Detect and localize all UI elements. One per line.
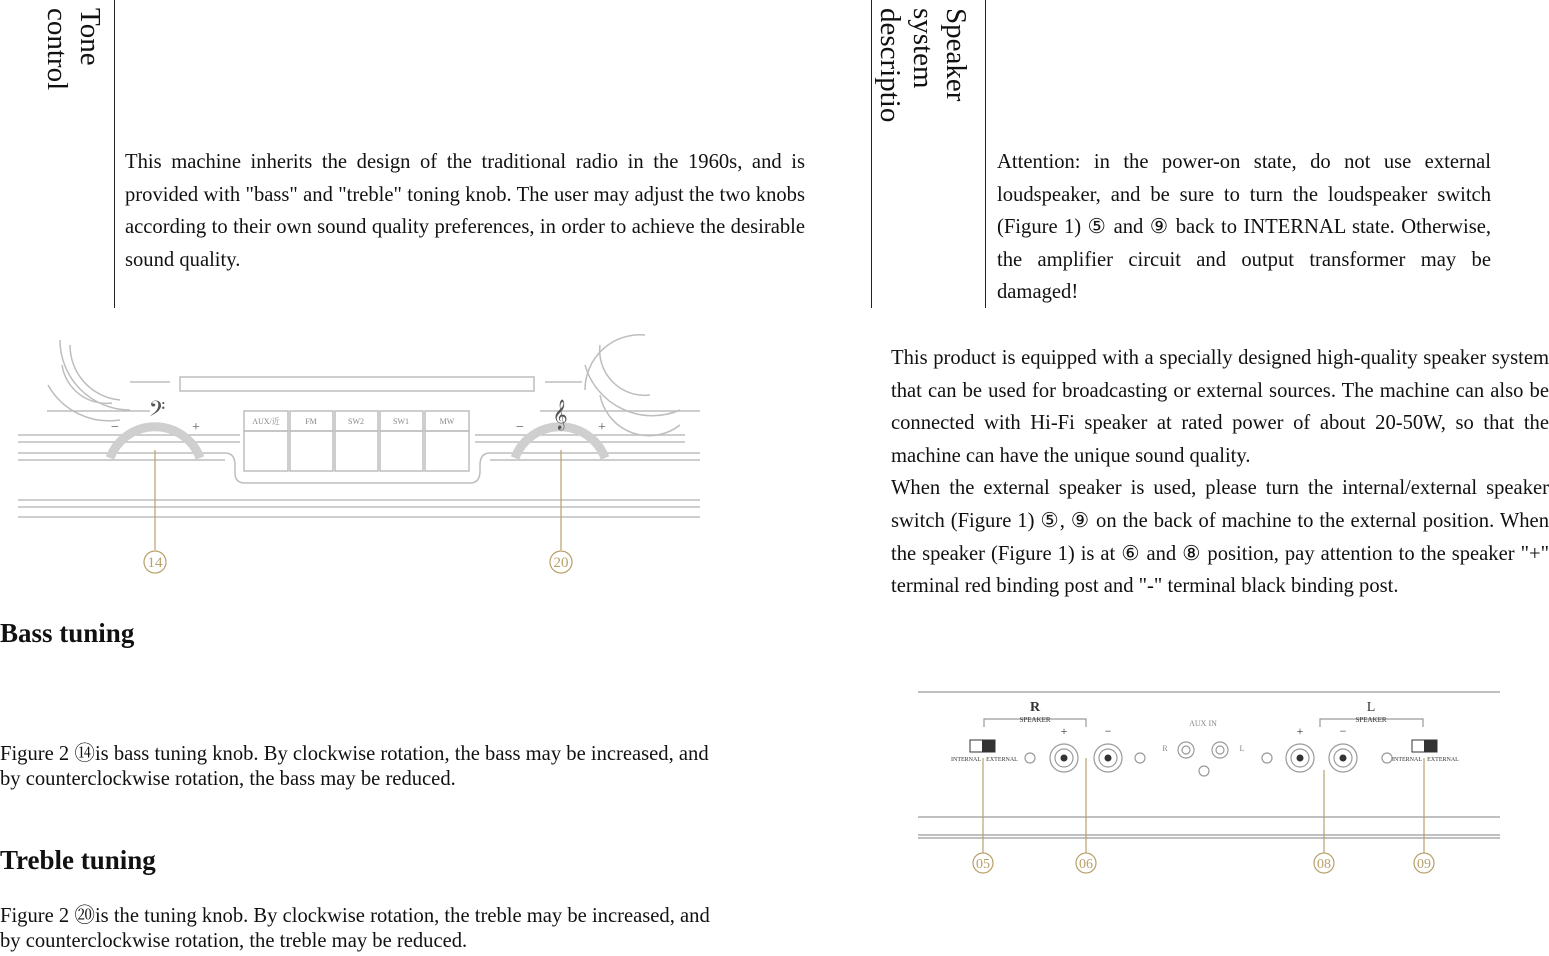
treble-clef-icon: 𝄞 — [552, 400, 568, 429]
treble-tuning-line-2: by counterclockwise rotation, the treble may be reduced. — [0, 930, 468, 952]
callout-08: 08 — [1317, 857, 1331, 872]
figure-1-rear-panel — [910, 685, 1510, 885]
figure-2-front-panel — [0, 325, 720, 590]
treble-tuning-heading: Treble tuning — [0, 845, 156, 875]
callout-14: 14 — [147, 555, 163, 571]
band-button-mw: MW — [439, 417, 455, 426]
tone-control-divider — [114, 0, 115, 308]
callout-05: 05 — [976, 857, 990, 872]
treble-minus-sign: − — [516, 420, 524, 435]
speaker-system-title: Speaker system descriptio — [874, 8, 972, 123]
treble-tuning-line-1: Figure 2 ⑳is the tuning knob. By clockwise rotation, the treble may be increased, and — [0, 905, 710, 927]
speaker-paragraph-1: This product is equipped with a specially designed high-quality speaker system that can be used for broadcasting or external sources. The machine can also be connected with Hi-Fi speaker at rated power of about 20-50W, so that the machine can have the unique sound quality. — [891, 347, 1549, 467]
external-label-left: EXTERNAL — [1427, 757, 1459, 763]
internal-label-right: INTERNAL — [951, 757, 981, 763]
speaker-paragraph-2: When the external speaker is used, please turn the internal/external speaker switch (Figure 1) ⑤, ⑨ on the back of machine to the external position. When the speaker (Figure 1) is at ⑥ and ⑧ position, pay attention to the speaker "+" terminal red binding post and "-" terminal black binding post. — [891, 477, 1549, 598]
callout-20: 20 — [553, 555, 569, 571]
speaker-description — [891, 342, 1549, 603]
internal-label-left: INTERNAL — [1392, 757, 1422, 763]
speaker-attention-paragraph: Attention: in the power-on state, do not use external loudspeaker, and be sure to turn the loudspeaker switch (Figure 1) ⑤ and ⑨ back to INTERNAL state. Otherwise, the amplifier circuit and output transformer may be damaged! — [997, 151, 1491, 304]
speaker-label-right: SPEAKER — [1019, 716, 1051, 724]
tone-control-title: Tone control — [41, 8, 106, 91]
bass-tuning-line-1: Figure 2 ⑭is bass tuning knob. By clockwise rotation, the bass may be increased, and — [0, 743, 709, 765]
treble-plus-sign: + — [598, 420, 606, 435]
band-button-fm: FM — [305, 417, 317, 426]
left-channel-label: L — [1366, 700, 1376, 715]
right-channel-label: R — [1029, 700, 1041, 715]
bass-tuning-heading: Bass tuning — [0, 618, 135, 648]
tone-control-paragraph: This machine inherits the design of the traditional radio in the 1960s, and is provided with "bass" and "treble" toning knob. The user may adjust the two knobs according to their own sound quality preferences, in order to achieve the desirable sound quality. — [125, 151, 805, 271]
speaker-label-left: SPEAKER — [1355, 716, 1387, 724]
aux-l-label: L — [1239, 744, 1245, 753]
plus-right: + — [1060, 724, 1068, 738]
bass-clef-icon: 𝄢 — [148, 397, 166, 426]
minus-left: − — [1339, 724, 1347, 738]
band-button-sw1: SW1 — [393, 417, 409, 426]
callout-09: 09 — [1417, 857, 1431, 872]
plus-left: + — [1296, 724, 1304, 738]
minus-right: − — [1104, 724, 1112, 738]
bass-tuning-line-2: by counterclockwise rotation, the bass may be reduced. — [0, 768, 456, 790]
bass-minus-sign: − — [111, 420, 119, 435]
band-button-aux: AUX/近 — [252, 417, 280, 426]
aux-r-label: R — [1162, 744, 1168, 753]
bass-plus-sign: + — [192, 420, 200, 435]
speaker-divider-right — [985, 0, 986, 308]
callout-06: 06 — [1079, 857, 1093, 872]
band-button-sw2: SW2 — [348, 417, 364, 426]
external-label-right: EXTERNAL — [986, 757, 1018, 763]
aux-in-label: AUX IN — [1189, 719, 1217, 728]
